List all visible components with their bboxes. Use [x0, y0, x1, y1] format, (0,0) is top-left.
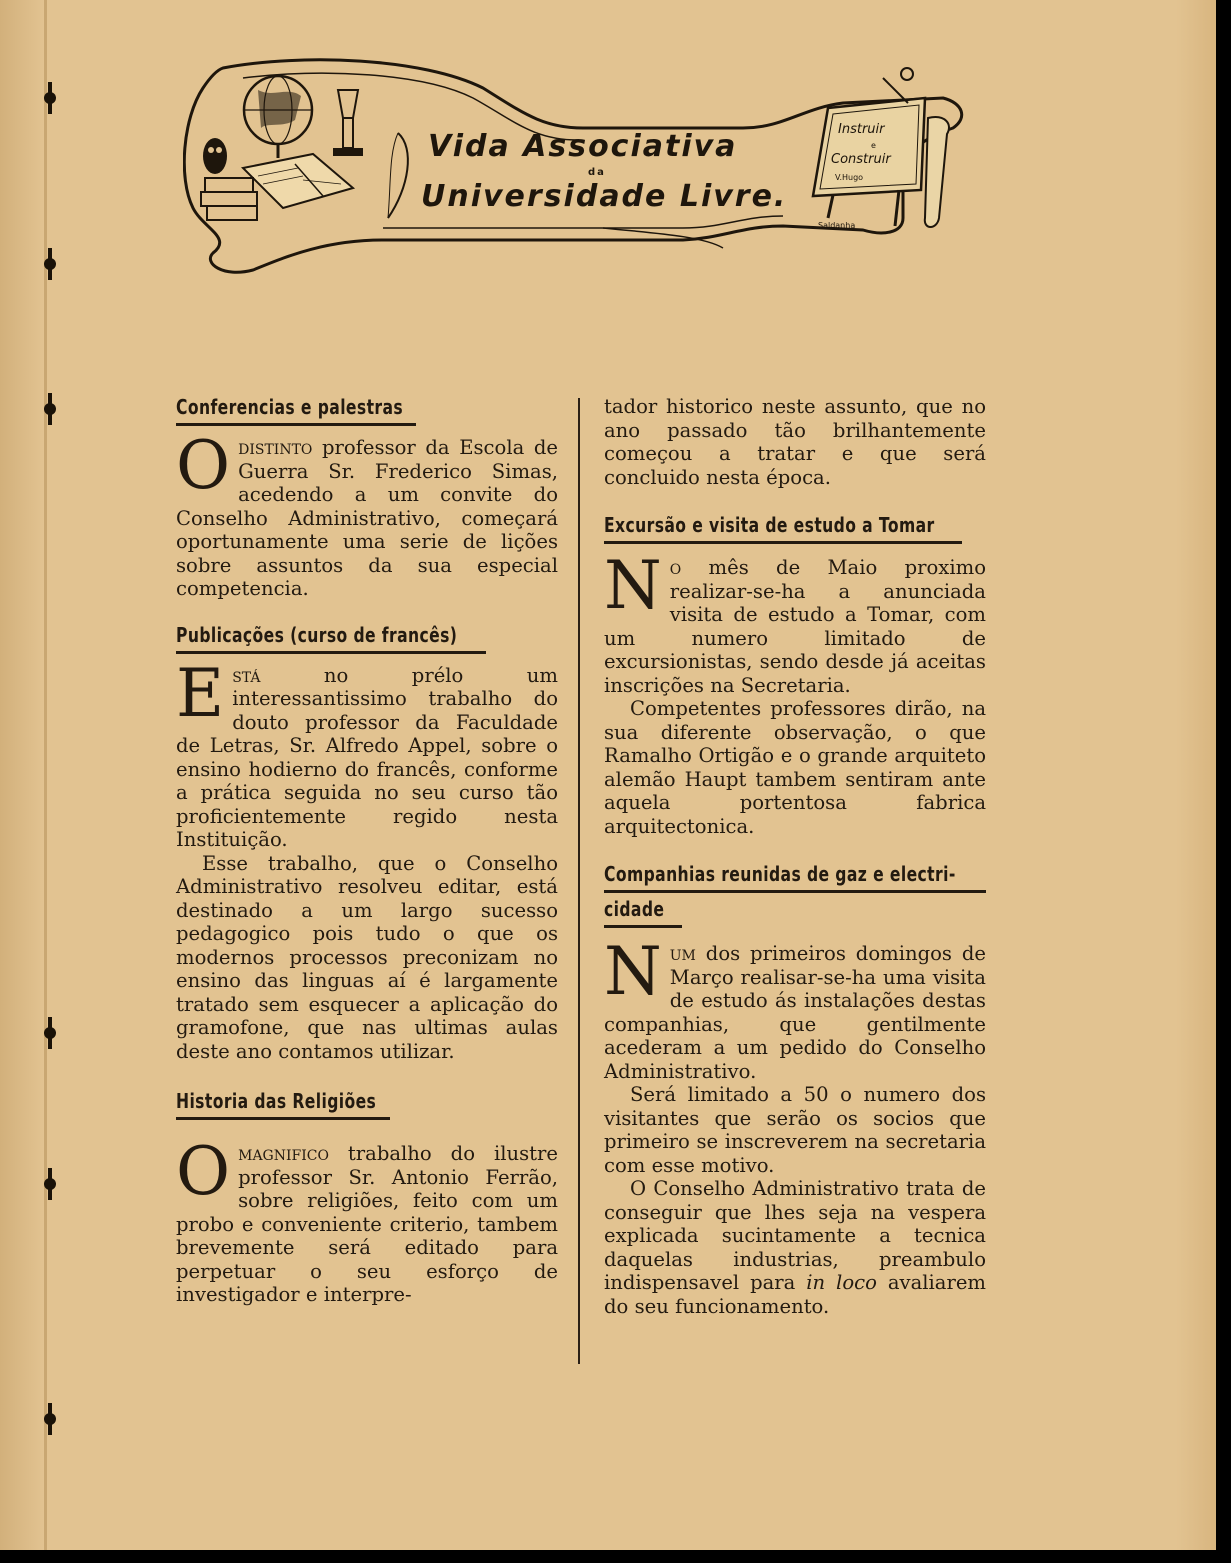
drop-cap: O [176, 1133, 231, 1210]
section-heading-cont: cidade [604, 897, 665, 921]
section-excursao [604, 513, 986, 838]
section-heading: Conferencias e palestras [176, 395, 404, 419]
heading-rule [604, 925, 682, 928]
heading-rule [176, 423, 416, 426]
sign-author: V.Hugo [835, 173, 864, 182]
heading-rule [176, 1117, 390, 1120]
paragraph: Num dos primeiros domingos de Março realisar-se-ha uma visita de estudo ás instalações destas companhias, que gentilmente acederam a um pedido do Conselho Administrativo. [604, 933, 986, 1083]
drop-cap: N [604, 547, 662, 624]
drop-cap: O [176, 427, 231, 504]
header-title-da: da [588, 167, 606, 178]
binding-stitch [44, 92, 56, 104]
paragraph: Competentes professores dirão, na sua diferente observação, o que Ramalho Ortigão e o grande arquiteto alemão Haupt tambem sentiram ante aquela portentosa fabrica arquitectonica. [604, 697, 986, 838]
drop-cap: E [176, 654, 225, 732]
left-column [176, 395, 558, 1307]
gutter-shadow [0, 0, 44, 1550]
section-heading: Excursão e visita de estudo a Tomar [604, 513, 935, 537]
heading-rule [176, 651, 486, 654]
paragraph: O Conselho Administrativo trata de conseguir que lhes seja na vespera explicada sucintamente a tecnica daquelas industrias, preambulo indispensavel para in loco avaliarem do seu funcionamento. [604, 1177, 987, 1318]
heading-rule [604, 541, 962, 544]
paragraph: Está no prélo um interessantissimo trabalho do douto professor da Faculdade de Letras, Sr. Alfredo Appel, sobre o ensino hodierno do francês, conforme a prática seguida no seu curso tão proficientemente regido nesta Instituição. [176, 654, 558, 851]
section-conferencias [176, 395, 558, 601]
binding-stitch [44, 1413, 56, 1425]
header-banner [183, 58, 973, 278]
heading-rule [604, 890, 986, 893]
section-heading: Publicações (curso de francês) [176, 622, 458, 647]
sign-construir: Construir [831, 152, 891, 167]
binding-stitch [44, 1027, 56, 1039]
section-publicacoes [176, 623, 558, 1064]
page-edge [1176, 0, 1216, 1550]
sign-e: e [871, 141, 876, 150]
paragraph: No mês de Maio proximo realizar-se-ha a anunciada visita de estudo a Tomar, com um numero limitado de excursionistas, sendo desde já aceitas inscrições na Secretaria. [604, 547, 986, 697]
header-title-line2: Universidade Livre. [421, 179, 788, 214]
section-heading: Companhias reunidas de gaz e electri- [604, 862, 956, 886]
binding-line [44, 0, 47, 1550]
right-column [604, 395, 986, 1318]
binding-stitch [44, 1178, 56, 1190]
paragraph: Odistinto professor da Escola de Guerra Sr. Frederico Simas, acedendo a um convite do Conselho Administrativo, começará oportunamente uma serie de lições sobre assuntos da sua especial competencia. [176, 427, 558, 600]
sign-instruir: Instruir [838, 122, 885, 137]
artist-signature: Saldanha [818, 221, 856, 230]
drop-cap: N [604, 933, 662, 1010]
section-historia [176, 1089, 558, 1307]
header-title-line1: Vida Associativa [428, 129, 738, 164]
binding-stitch [44, 403, 56, 415]
binding-stitch [44, 258, 56, 270]
section-heading: Historia das Religiões [176, 1089, 377, 1113]
paragraph-continuation: tador historico neste assunto, que no ano passado tão brilhantemente começou a tratar e que será concluido nesta época. [604, 395, 986, 489]
column-divider [578, 398, 580, 1364]
paragraph: Será limitado a 50 o numero dos visitantes que serão os socios que primeiro se inscreverem na secretaria com esse motivo. [604, 1083, 986, 1177]
section-companhias [604, 862, 986, 1318]
paragraph: Esse trabalho, que o Conselho Administrativo resolveu editar, está destinado a um largo sucesso pedagogico pois tudo o que os modernos processos preconizam no ensino das linguas aí é largamente tratado sem esquecer a aplicação do gramofone, que nas ultimas aulas deste ano contamos utilizar. [176, 851, 558, 1063]
paragraph: Omagnifico trabalho do ilustre professor Sr. Antonio Ferrão, sobre religiões, feito com um probo e conveniente criterio, tambem brevemente será editado para perpetuar o seu esforço de investigador e interpre- [176, 1133, 558, 1306]
